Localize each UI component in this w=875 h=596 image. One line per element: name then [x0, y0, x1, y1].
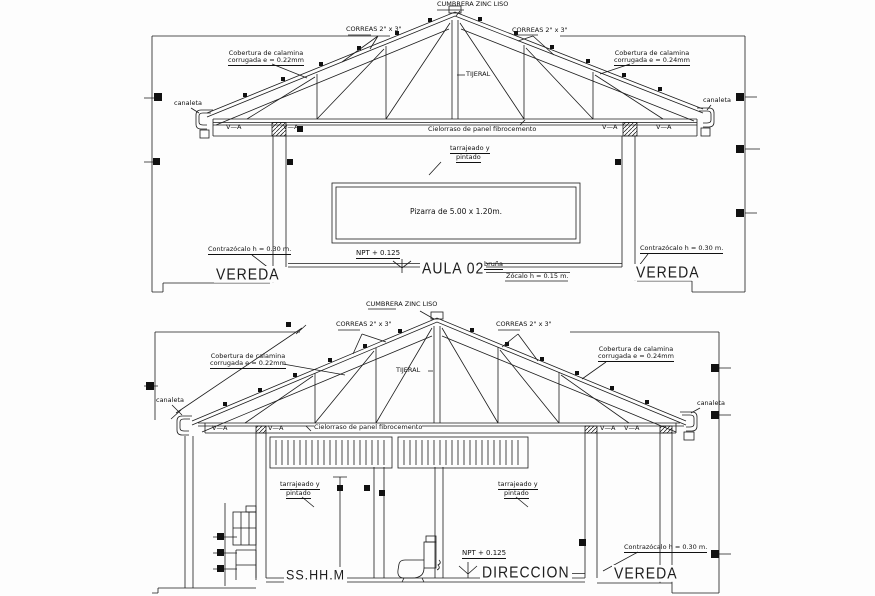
label-npt-lower: NPT + 0.125 [462, 549, 507, 557]
label-correas-upper-left: CORREAS 2" x 3" [346, 25, 402, 33]
cobertura-line1: Cobertura de calamina [210, 352, 286, 360]
label-zocalo: Zócalo h = 0.15 m. [506, 272, 569, 280]
cobertura-line2: corrugada e = 0.22mm [210, 359, 286, 367]
toilet-fixture [398, 536, 440, 582]
label-contrazocalo-upper-left: Contrazócalo h = 0.30 m. [208, 245, 292, 253]
label-room-direccion: DIRECCION [482, 562, 570, 581]
label-bruna: bruña [484, 260, 504, 268]
cobertura-line2: corrugada e = 0.24mm [614, 56, 690, 64]
label-correas-lower-right: CORREAS 2" x 3" [496, 320, 552, 328]
cobertura-line2: corrugada e = 0.22mm [228, 56, 304, 64]
label-va-upper-2: V—A [283, 123, 299, 131]
label-cobertura-upper-left [228, 50, 304, 66]
label-cumbrera-lower: CUMBRERA ZINC LISO [366, 300, 438, 308]
lavatory-fixture [213, 503, 256, 586]
label-va-lower-2: V—A [268, 423, 284, 432]
cobertura-line1: Cobertura de calamina [598, 345, 674, 353]
lower-truss [198, 326, 684, 433]
label-canaleta-lower-right: canaleta [697, 399, 725, 407]
label-correas-upper-right: CORREAS 2" x 3" [512, 26, 568, 34]
label-tarrajeado-upper-2: pintado [456, 153, 481, 161]
label-va-upper-1: V—A [226, 123, 242, 131]
label-contrazocalo-lower-right: Contrazócalo h = 0.30 m. [624, 543, 708, 551]
label-va-lower-1: V—A [212, 423, 228, 432]
label-correas-lower-left: CORREAS 2" x 3" [336, 320, 392, 328]
lower-gutters [177, 412, 697, 588]
lower-louver-vents [270, 437, 528, 468]
label-cielorraso-lower: Cielorraso de panel fibrocemento [314, 423, 423, 431]
label-tijeral-lower: TIJERAL [396, 366, 421, 374]
label-canaleta-upper-right: canaleta [703, 96, 731, 104]
cobertura-line2: corrugada e = 0.24mm [598, 352, 674, 360]
label-canaleta-lower-left: canaleta [156, 396, 184, 404]
label-tijeral-upper: TIJERAL [466, 70, 491, 78]
label-contrazocalo-upper-right: Contrazócalo h = 0.30 m. [640, 244, 724, 252]
label-tarrajeado-lower-left-2: pintado [286, 489, 311, 497]
cobertura-line1: Cobertura de calamina [614, 49, 690, 57]
label-vereda-upper-left: VEREDA [216, 264, 280, 283]
lower-roof [192, 312, 686, 432]
label-va-lower-4: V—A [624, 423, 640, 432]
label-va-lower-3: V—A [600, 423, 616, 432]
label-tarrajeado-lower-center-2: pintado [504, 489, 529, 497]
label-vereda-lower-right: VEREDA [614, 563, 678, 582]
label-cielorraso-upper: Cielorraso de panel fibrocemento [428, 125, 537, 133]
label-vereda-upper-right: VEREDA [636, 262, 700, 281]
label-tarrajeado-lower-center-1: tarrajeado y [498, 480, 538, 488]
label-room-sshm: SS.HH.M [286, 567, 346, 583]
label-cobertura-lower-left [210, 353, 286, 369]
cobertura-line1: Cobertura de calamina [228, 49, 304, 57]
label-room-aula: AULA 02 [422, 258, 485, 277]
label-pizarra: Pizarra de 5.00 x 1.20m. [409, 207, 503, 216]
label-tarrajeado-upper-1: tarrajeado y [450, 144, 490, 152]
label-canaleta-upper-left: canaleta [174, 99, 202, 107]
label-npt-upper: NPT + 0.125 [356, 249, 401, 257]
label-va-upper-4: V—A [656, 123, 672, 131]
label-cobertura-upper-right [614, 50, 690, 66]
upper-roof [207, 6, 703, 125]
label-cumbrera-upper: CUMBRERA ZINC LISO [437, 0, 509, 8]
label-tarrajeado-lower-left-1: tarrajeado y [280, 480, 320, 488]
label-va-upper-3: V—A [602, 123, 618, 131]
label-cobertura-lower-right [598, 346, 674, 362]
upper-purlins [243, 17, 662, 97]
